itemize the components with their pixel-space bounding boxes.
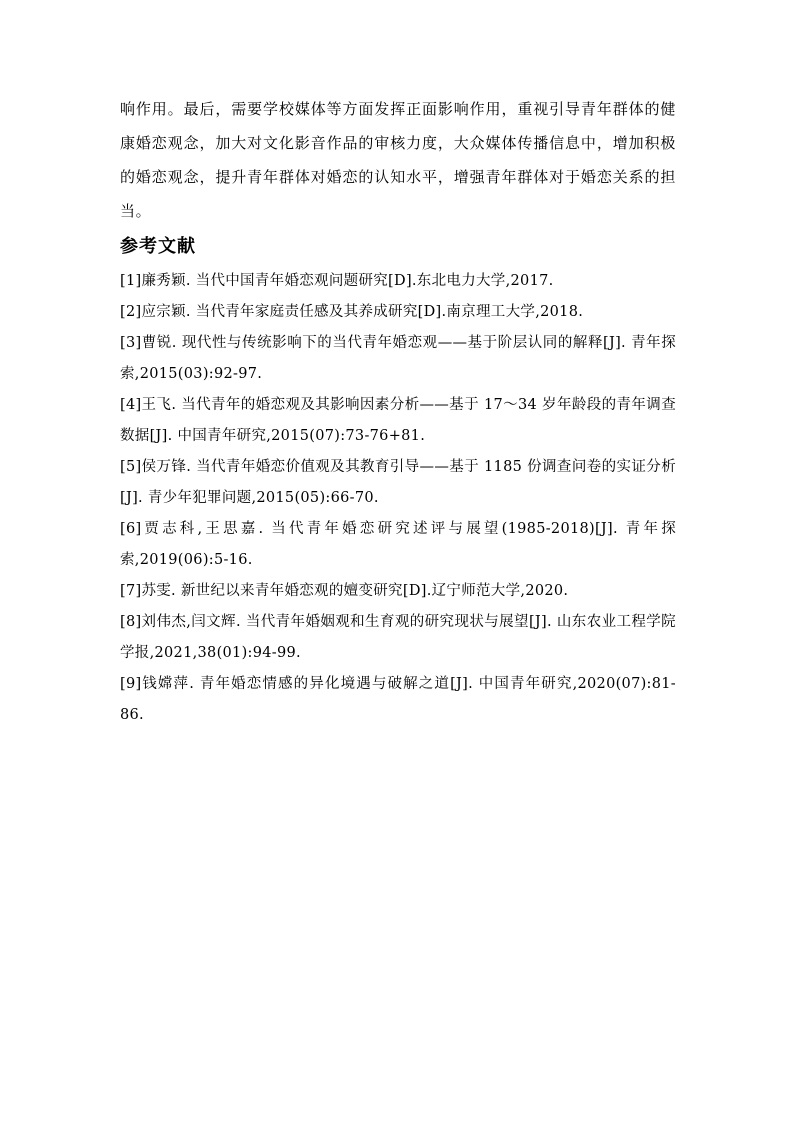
reference-item: [9]钱嫦萍. 青年婚恋情感的异化境遇与破解之道[J]. 中国青年研究,2020(07):81-86. <box>120 676 676 723</box>
reference-item: [4]王飞. 当代青年的婚恋观及其影响因素分析——基于 17～34 岁年龄段的青年调查数据[J]. 中国青年研究,2015(07):73-76+81. <box>120 397 676 444</box>
reference-item: [2]应宗颖. 当代青年家庭责任感及其养成研究[D].南京理工大学,2018. <box>120 304 584 320</box>
reference-item: [1]廉秀颖. 当代中国青年婚恋观问题研究[D].东北电力大学,2017. <box>120 273 554 289</box>
reference-item: [5]侯万锋. 当代青年婚恋价值观及其教育引导——基于 1185 份调查问卷的实证分析[J]. 青少年犯罪问题,2015(05):66-70. <box>120 459 676 506</box>
reference-item: [7]苏雯. 新世纪以来青年婚恋观的嬗变研究[D].辽宁师范大学,2020. <box>120 583 569 599</box>
reference-item: [8]刘伟杰,闫文辉. 当代青年婚姻观和生育观的研究现状与展望[J]. 山东农业工程学院学报,2021,38(01):94-99. <box>120 614 676 661</box>
reference-item: [3]曹锐. 现代性与传统影响下的当代青年婚恋观——基于阶层认同的解释[J]. 青年探索,2015(03):92-97. <box>120 335 676 382</box>
document-page <box>120 92 676 731</box>
reference-item: [6]贾志科,王思嘉. 当代青年婚恋研究述评与展望(1985-2018)[J]. 青年探索,2019(06):5-16. <box>120 521 676 568</box>
references-list <box>120 266 676 731</box>
body-paragraph: 响作用。最后，需要学校媒体等方面发挥正面影响作用，重视引导青年群体的健康婚恋观念，加大对文化影音作品的审核力度，大众媒体传播信息中，增加积极的婚恋观念，提升青年群体对婚恋的认知水平，增强青年群体对于婚恋关系的担当。 <box>120 100 676 220</box>
references-heading: 参考文献 <box>120 236 196 257</box>
